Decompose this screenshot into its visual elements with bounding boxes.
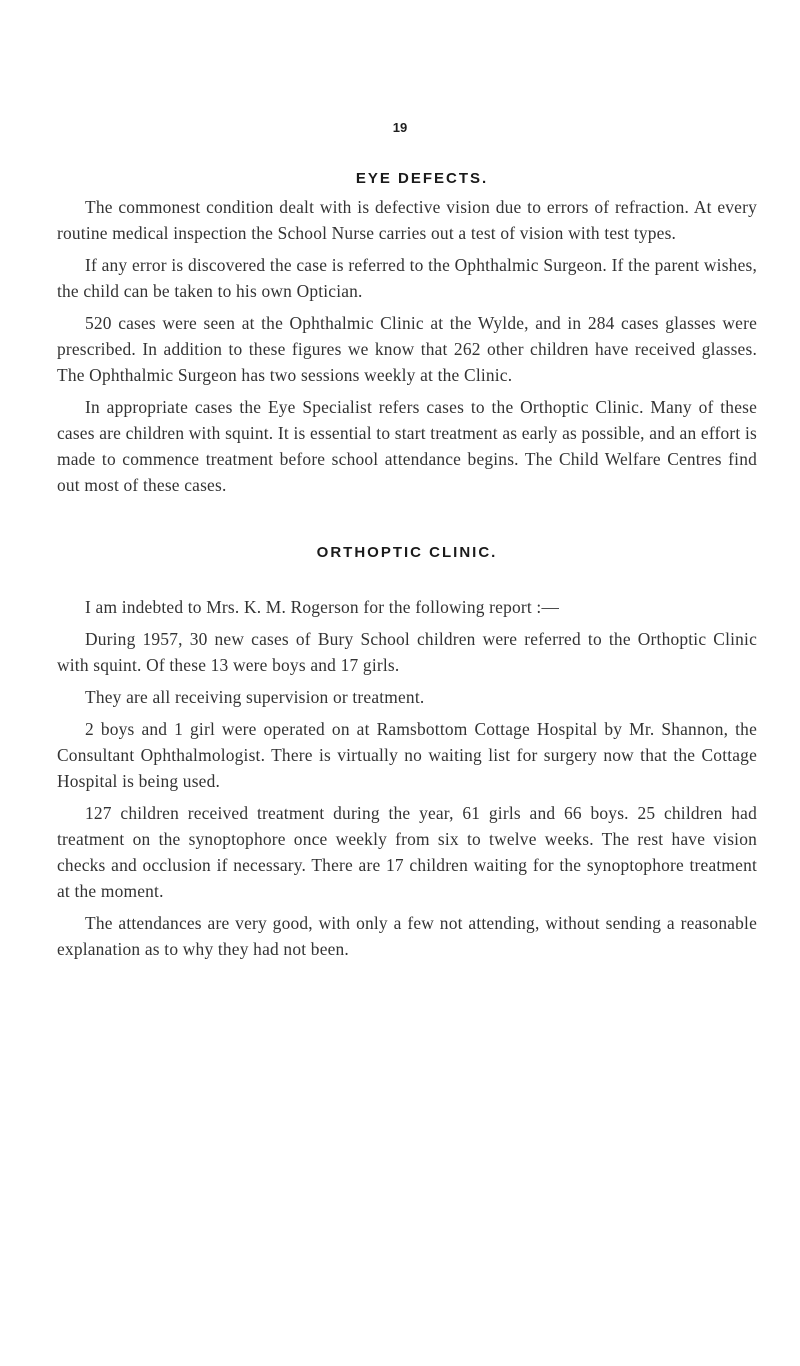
section-eye-defects <box>57 168 757 498</box>
section-orthoptic-clinic <box>57 542 757 962</box>
paragraph: I am indebted to Mrs. K. M. Rogerson for the following report :— <box>85 597 560 617</box>
paragraph: The attendances are very good, with only a few not attending, without sending a reasonable explanation as to why they had not been. <box>57 913 757 959</box>
paragraph: In appropriate cases the Eye Specialist refers cases to the Orthoptic Clinic. Many of these cases are children with squint. It is essential to start treatment as early as possible, and an effort is made to commence treatment before school attendance begins. The Child Welfare Centres find out most of these cases. <box>57 397 757 495</box>
paragraph: During 1957, 30 new cases of Bury School children were referred to the Orthoptic Clinic with squint. Of these 13 were boys and 17 girls. <box>57 629 757 675</box>
page-number: 19 <box>392 120 408 135</box>
section-heading-orthoptic-clinic: ORTHOPTIC CLINIC. <box>316 544 498 561</box>
page-content <box>57 168 757 962</box>
paragraph: The commonest condition dealt with is defective vision due to errors of refraction. At every routine medical inspection the School Nurse carries out a test of vision with test types. <box>57 197 757 243</box>
paragraph: 2 boys and 1 girl were operated on at Ramsbottom Cottage Hospital by Mr. Shannon, the Consultant Ophthalmologist. There is virtually no waiting list for surgery now that the Cottage Hospital is being used. <box>57 719 757 791</box>
paragraph: 520 cases were seen at the Ophthalmic Clinic at the Wylde, and in 284 cases glasses were prescribed. In addition to these figures we know that 262 other children have received glasses. The Ophthalmic Surgeon has two sessions weekly at the Clinic. <box>57 313 757 385</box>
paragraph: 127 children received treatment during the year, 61 girls and 66 boys. 25 children had treatment on the synoptophore once weekly from six to twelve weeks. The rest have vision checks and occlusion if necessary. There are 17 children waiting for the synoptophore treatment at the moment. <box>57 803 757 901</box>
section-heading-eye-defects: EYE DEFECTS. <box>355 170 489 187</box>
paragraph: They are all receiving supervision or treatment. <box>85 687 425 707</box>
paragraph: If any error is discovered the case is referred to the Ophthalmic Surgeon. If the parent wishes, the child can be taken to his own Optician. <box>57 255 757 301</box>
